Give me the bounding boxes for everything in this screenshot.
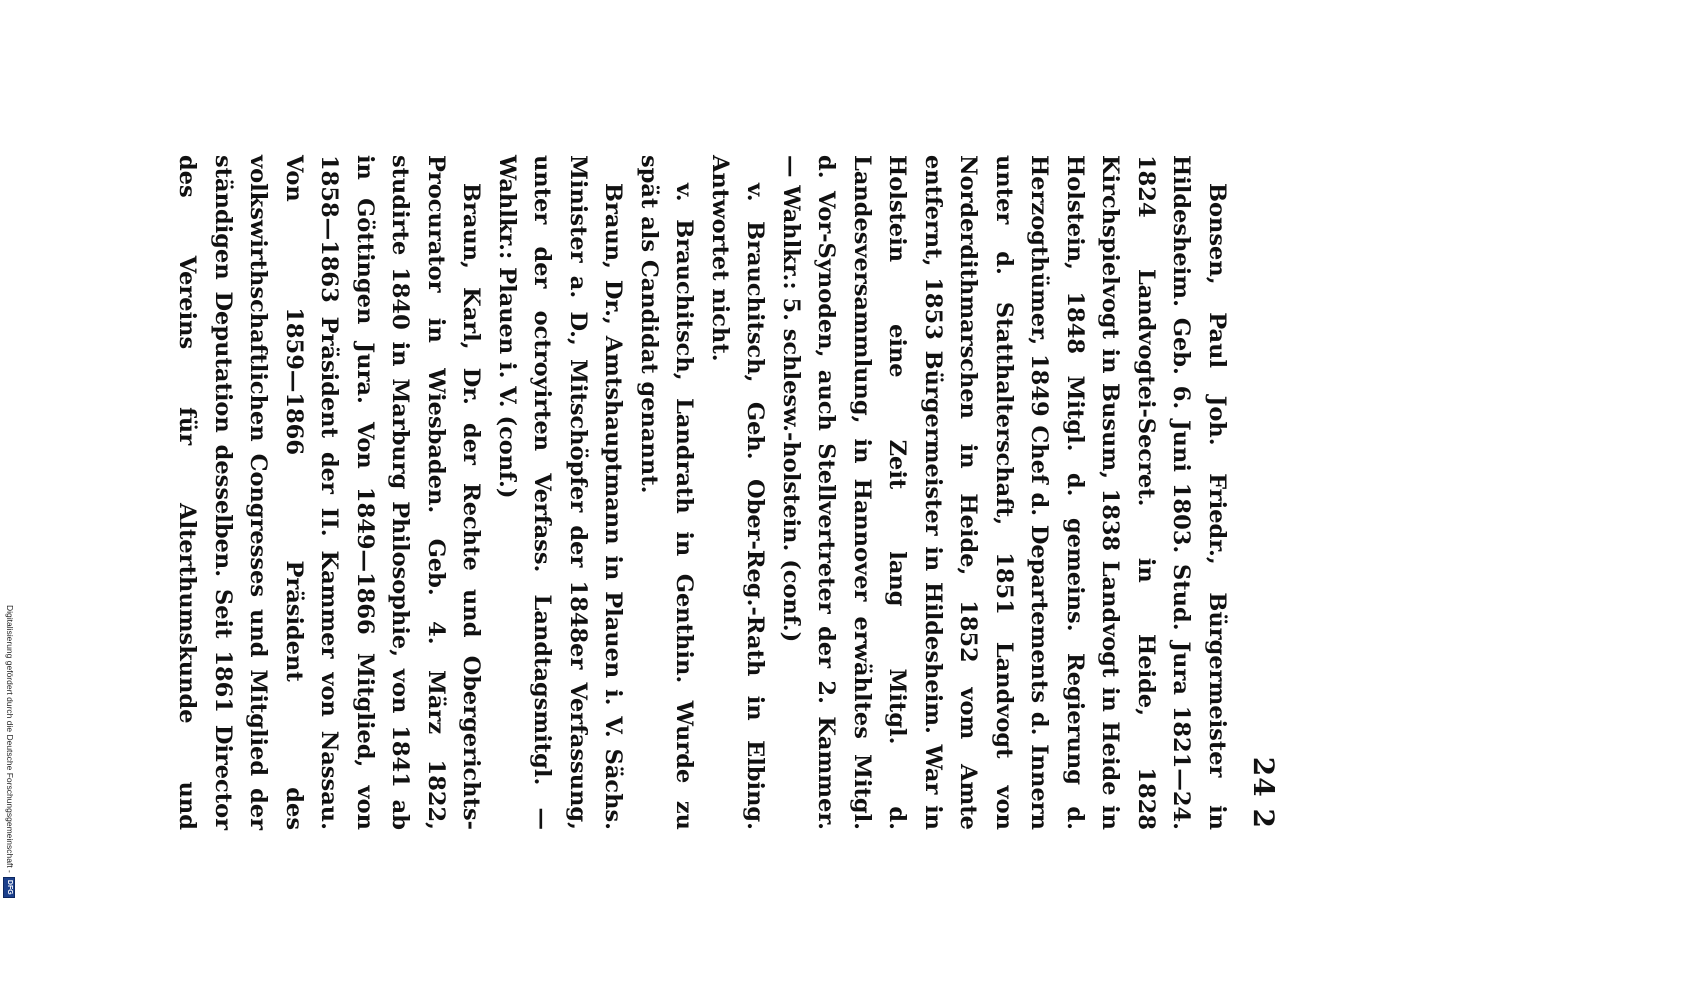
document-page [170, 145, 1280, 835]
entry-bonsen: Bonsen, Paul Joh. Friedr., Bürgermeister in Hildesheim. Geb. 6. Juni 1803. Stud. Jura 1821—24. 1824 Landvogtei-Secret. in Heide, 1828 Kirchspielvogt in Busum, 1838 Landvogt in Heide in Holstein, 1848 Mitgl. d. gemeins. Regierung d. Herzogthümer, 1849 Chef d. Departements d. Innern unter d. Statthalterschaft, 1851 Landvogt von Norderdithmarschen in Heide, 1852 vom Amte entfernt, 1853 Bürgermeister in Hildesheim. War in Holstein eine Zeit lang Mitgl. d. Landesversammlung, in Hannover erwähltes Mitgl. d. Vor-Synoden, auch Stellvertreter der 2. Kammer. — Wahlkr.: 5. schlesw.-holstein. (conf.) [778, 155, 1230, 830]
dfg-logo-icon: DFG [4, 877, 16, 898]
entry-brauchitsch-elbing: v. Brauchitsch, Geh. Ober-Reg.-Rath in Elbing. Antwortet nicht. [707, 155, 769, 830]
entry-brauchitsch-genthin: v. Brauchitsch, Landrath in Genthin. Wurde zu spät als Candidat genannt. [636, 155, 698, 830]
footer-text: Digitalisierung gefördert durch die Deutsche Forschungsgemeinschaft - [5, 605, 15, 873]
page-number: 24 2 [1247, 756, 1280, 829]
footer-credit [4, 605, 15, 995]
entry-braun-plauen: Braun, Dr., Amtshauptmann in Plauen i. V. Sächs. Minister a. D., Mitschöpfer der 1848er Verfassung, unter der octroyirten Verfass. Landtagsmitgl. — Wahlkr.: Plauen i. V. (conf.) [494, 155, 627, 830]
text-column [170, 155, 1234, 830]
entry-braun-karl: Braun, Karl, Dr. der Rechte und Obergerichts-Procurator in Wiesbaden. Geb. 4. März 1822, studirte 1840 in Marburg Philosophie, von 1841 ab in Göttingen Jura. Von 1849—1866 Mitglied, von 1858—1863 Präsident der II. Kammer von Nassau. Von 1859—1866 Präsident des volkswirthschaftlichen Congresses und Mitglied der ständigen Deputation desselben. Seit 1861 Director des Vereins für Alterthumskunde und [174, 155, 485, 830]
